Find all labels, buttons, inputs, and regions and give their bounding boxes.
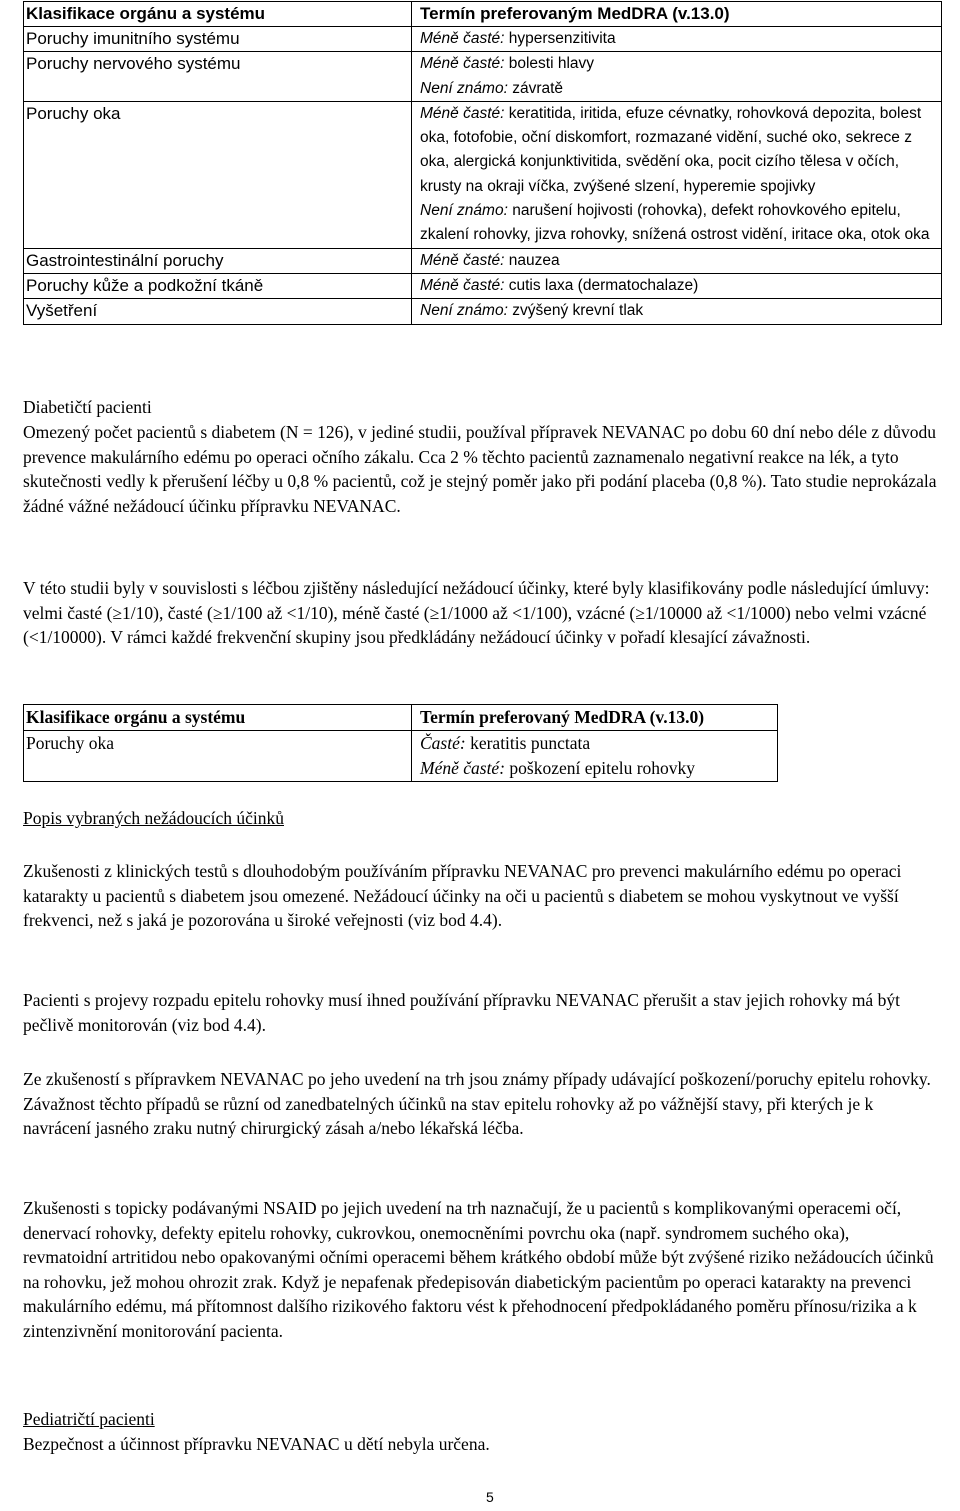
selected-paragraph-2: Pacienti s projevy rozpadu epitelu rohovky musí ihned používání přípravku NEVANAC přerušit a stav jejich rohovky má být pečlivě monitorován (viz bod 4.4). [23,990,900,1035]
reaction-cell [412,273,942,298]
diabetic-heading: Diabetičtí pacienti [23,397,152,417]
frequency-label: Méně časté: [420,758,506,778]
organ-class: Poruchy oka [24,731,412,782]
reaction-cell [412,27,942,52]
reaction-cell [412,731,778,782]
table-header-row [24,705,778,731]
table-row [24,273,942,298]
reaction-text: zvýšený krevní tlak [507,302,644,320]
reaction-text: narušení hojivosti (rohovka), defekt rohovkového epitelu, zkalení rohovky, jizva rohovky, snížená ostrost vidění, iritace oka, otok oka [420,202,930,244]
diabetic-paragraph-1: Omezený počet pacientů s diabetem (N = 126), v jediné studii, používal přípravek NEVANAC po dobu 60 dní nebo déle z důvodu prevence makulárního edému po operaci očního zákalu. Cca 2 % těchto pacientů zaznamenalo negativní reakce na lék, a tyto skutečnosti vedly k přerušení léčby u 0,8 % pacientů, což je stejný poměr jako při podání placeba (0,8 %). Tato studie neprokázala žádné vážné nežádoucí účinku přípravku NEVANAC. [23,422,937,516]
table-row [24,731,778,782]
frequency-label: Méně časté: [420,55,505,73]
table-header-meddra-term: Termín preferovaný MedDRA (v.13.0) [412,705,778,731]
table-header-row [24,2,942,27]
reaction-text: hypersenzitivita [504,30,616,47]
pediatric-heading: Pediatričtí pacienti [23,1409,155,1429]
diabetic-adverse-reactions-table [23,704,778,782]
reaction-text: nauzea [504,251,560,269]
reaction-cell [412,52,942,102]
organ-class: Poruchy nervového systému [24,52,412,102]
frequency-label: Není známo: [420,79,508,97]
reaction-text: keratitis punctata [465,733,591,753]
table-row [24,248,942,273]
frequency-label: Není známo: [420,202,508,220]
page-number: 5 [486,1489,494,1505]
selected-reactions-heading: Popis vybraných nežádoucích účinků [23,808,284,828]
reaction-cell [412,101,942,248]
table-header-organ-class: Klasifikace orgánu a systému [24,2,412,27]
pediatric-text: Bezpečnost a účinnost přípravku NEVANAC u dětí nebyla určena. [23,1434,490,1454]
diabetic-paragraph-2: V této studii byly v souvislosti s léčbou zjištěny následující nežádoucí účinky, které byly klasifikovány podle následující úmluvy: velmi časté (≥1/10), časté (≥1/100 až <1/10), méně časté (≥1/1000 až <1/100), vzácné (≥1/10000 až <1/1000) nebo velmi vzácné (<1/10000). V rámci každé frekvenční skupiny jsou předkládány nežádoucí účinky v pořadí klesající závažnosti. [23,578,930,647]
selected-paragraph-3: Ze zkušeností s přípravkem NEVANAC po jeho uvedení na trh jsou známy případy udávající poškození/poruchy epitelu rohovky. Závažnost těchto případů se různí od zanedbatelných účinků na stav epitelu rohovky až po vážnější stavy, při kterých je k navrácení jasného zraku nutný chirurgický zásah a/nebo lékařská léčba. [23,1069,931,1138]
reaction-cell [412,248,942,273]
reaction-text: závratě [507,79,564,97]
table-row [24,101,942,248]
table-row [24,52,942,102]
organ-class: Poruchy oka [24,101,412,248]
reaction-text: keratitida, iritida, efuze cévnatky, rohovková depozita, bolest oka, fotofobie, oční diskomfort, rozmazané vidění, suché oko, sekrece z oka, alergická konjunktivitida, svědění oka, pocit cizího tělesa v očích, krusty na okraji víčka, zvýšené slzení, hyperemie spojivky [420,104,922,195]
table-header-organ-class: Klasifikace orgánu a systému [24,705,412,731]
table-row [24,27,942,52]
frequency-label: Méně časté: [420,276,505,294]
frequency-label: Méně časté: [420,30,505,47]
reaction-text: cutis laxa (dermatochalaze) [504,276,699,294]
reaction-text: bolesti hlavy [504,55,595,73]
organ-class: Poruchy imunitního systému [24,27,412,52]
frequency-label: Není známo: [420,302,508,320]
selected-paragraph-4: Zkušenosti s topicky podávanými NSAID po jejich uvedení na trh naznačují, že u pacientů s komplikovanými operacemi očí, denervací rohovky, defekty epitelu rohovky, cukrovkou, onemocněními povrchu oka (např. syndromem suchého oka), revmatoidní artritidou nebo opakovanými očními operacemi během krátkého období může být zvýšené riziko nežádoucích účinků na rohovku, jež mohou ohrozit zrak. Když je nepafenak předepisován diabetickým pacientům po operaci katarakty na prevenci makulárního edému, má přítomnost dalšího rizikového faktoru vést k přehodnocení předpokládaného poměru přínosu/rizika a k zintenzivnění monitorování pacienta. [23,1198,934,1341]
selected-paragraph-1: Zkušenosti z klinických testů s dlouhodobým používáním přípravku NEVANAC pro prevenci makulárního edému po operaci katarakty u pacientů s diabetem jsou omezené. Nežádoucí účinky na oči u pacientů s diabetem se mohou vyskytnout ve vyšší frekvenci, než s jaká je pozorována u široké veřejnosti (viz bod 4.4). [23,861,902,930]
frequency-label: Méně časté: [420,251,505,269]
frequency-label: Časté: [420,733,466,753]
organ-class: Poruchy kůže a podkožní tkáně [24,273,412,298]
organ-class: Vyšetření [24,299,412,324]
adverse-reactions-table [23,1,942,325]
table-row [24,299,942,324]
reaction-text: poškození epitelu rohovky [505,758,696,778]
frequency-label: Méně časté: [420,104,505,122]
organ-class: Gastrointestinální poruchy [24,248,412,273]
table-header-meddra-term: Termín preferovaným MedDRA (v.13.0) [412,2,942,27]
reaction-cell [412,299,942,324]
